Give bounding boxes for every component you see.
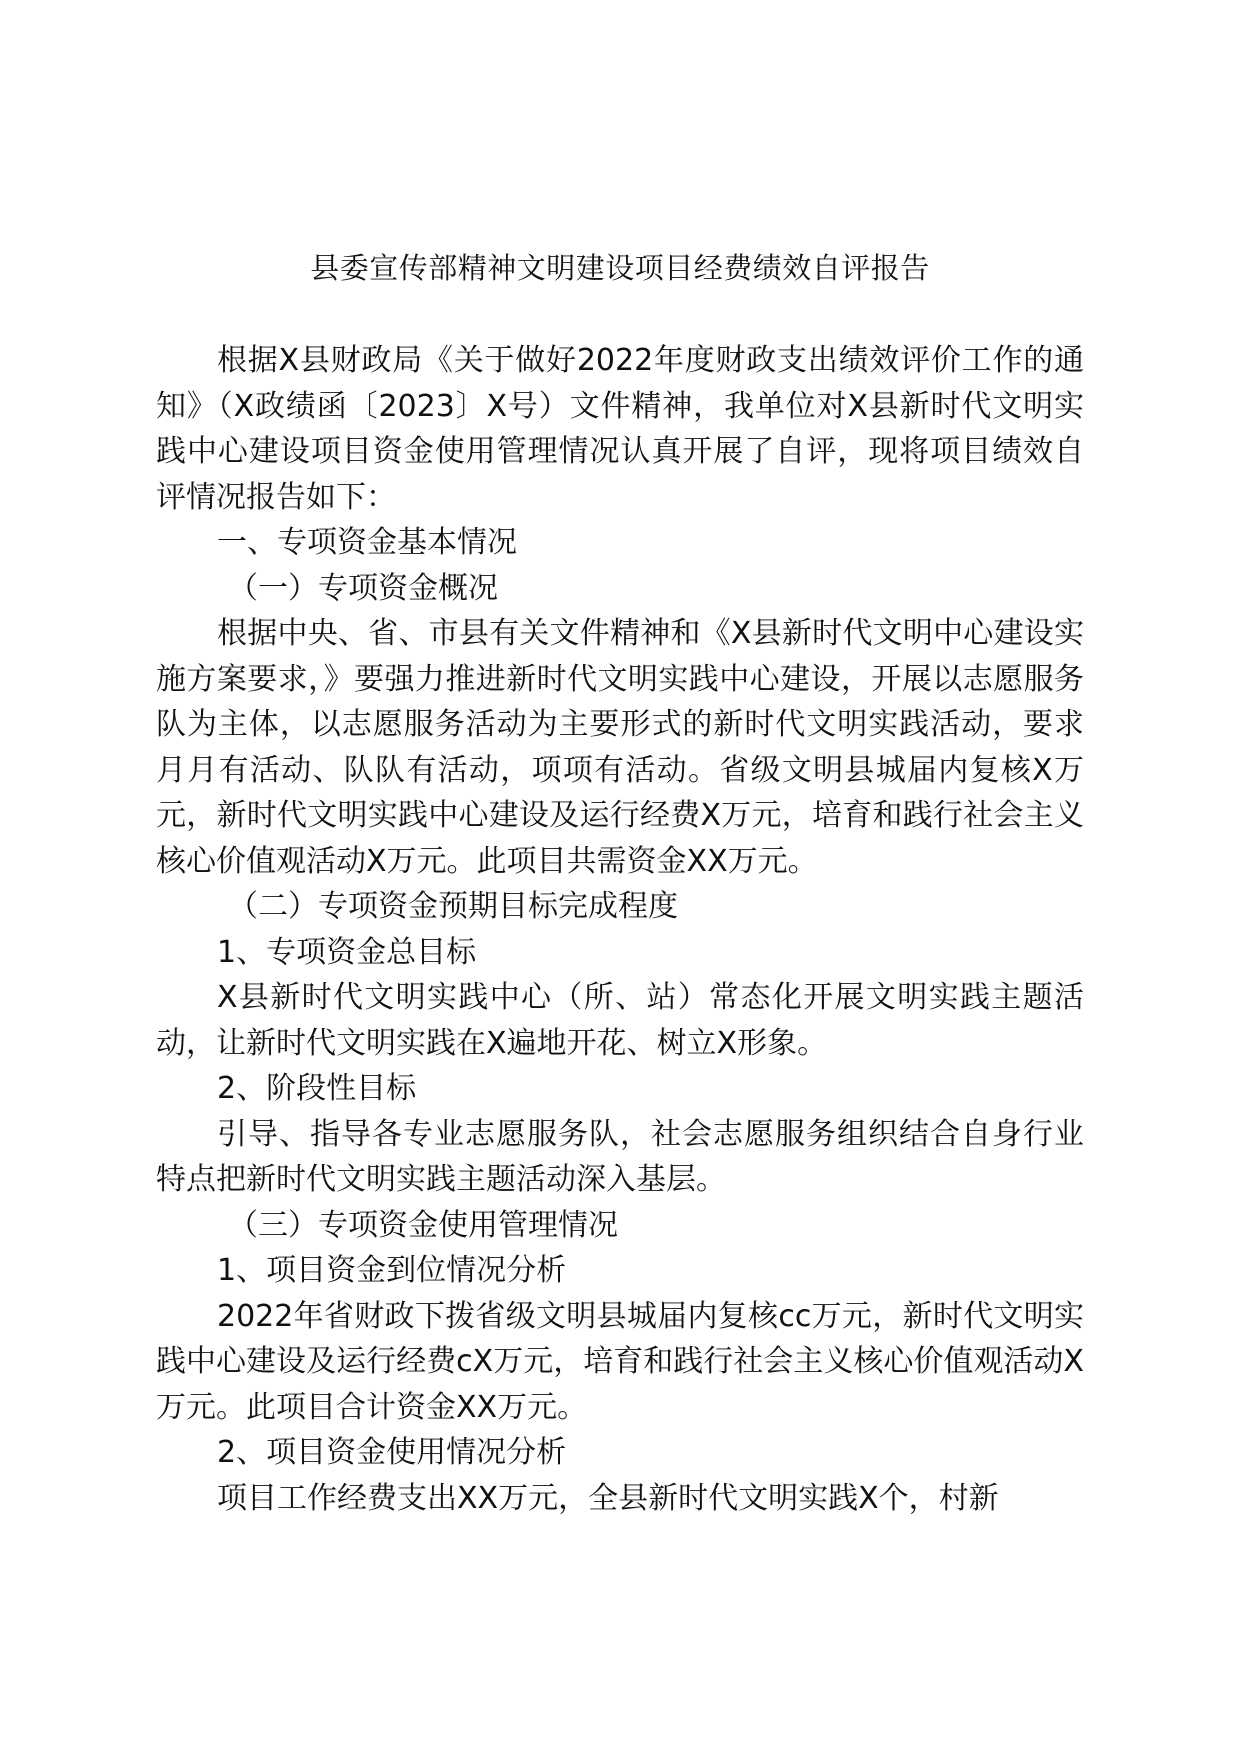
item-heading-overall-goal: 1、专项资金总目标 (217, 934, 477, 970)
funds-overview-paragraph: 根据中央、省、市县有关文件精神和《X县新时代文明中心建设实施方案要求，》要强力推进新时代文明实践中心建设，开展以志愿服务队为主体，以志愿服务活动为主要形式的新时代文明实践活动，要求月月有活动、队队有活动，项项有活动。省级文明县城届内复核X万元，新时代文明实践中心建设及运行经费X万元，培育和践行社会主义核心价值观活动X万元。此项目共需资金XX万元。 (156, 616, 1084, 879)
document-body (156, 338, 1084, 1521)
document-title: 县委宣传部精神文明建设项目经费绩效自评报告 (310, 251, 930, 285)
section-heading-1: 一、专项资金基本情况 (217, 525, 517, 560)
overall-goal-paragraph: X县新时代文明实践中心（所、站）常态化开展文明实践主题活动，让新时代文明实践在X遍地开花、树立X形象。 (156, 980, 1084, 1061)
intro-paragraph: 根据X县财政局《关于做好2022年度财政支出绩效评价工作的通知》（X政绩函〔2023〕X号）文件精神，我单位对X县新时代文明实践中心建设项目资金使用管理情况认真开展了自评，现将项目绩效自评情况报告如下： (156, 343, 1084, 515)
item-heading-funds-usage: 2、项目资金使用情况分析 (217, 1435, 567, 1470)
item-heading-stage-goal: 2、阶段性目标 (217, 1071, 417, 1106)
funds-arrival-paragraph: 2022年省财政下拨省级文明县城届内复核cc万元，新时代文明实践中心建设及运行经费cX万元，培育和践行社会主义核心价值观活动X万元。此项目合计资金XX万元。 (156, 1298, 1084, 1425)
subsection-heading-1-3: （三）专项资金使用管理情况 (228, 1207, 618, 1243)
subsection-heading-1-2: （二）专项资金预期目标完成程度 (228, 889, 678, 924)
subsection-heading-1-1: （一）专项资金概况 (228, 570, 498, 606)
funds-usage-paragraph: 项目工作经费支出XX万元，全县新时代文明实践X个，村新 (217, 1480, 999, 1516)
item-heading-funds-arrival: 1、项目资金到位情况分析 (217, 1253, 567, 1288)
stage-goal-paragraph: 引导、指导各专业志愿服务队，社会志愿服务组织结合自身行业特点把新时代文明实践主题活动深入基层。 (156, 1116, 1084, 1197)
